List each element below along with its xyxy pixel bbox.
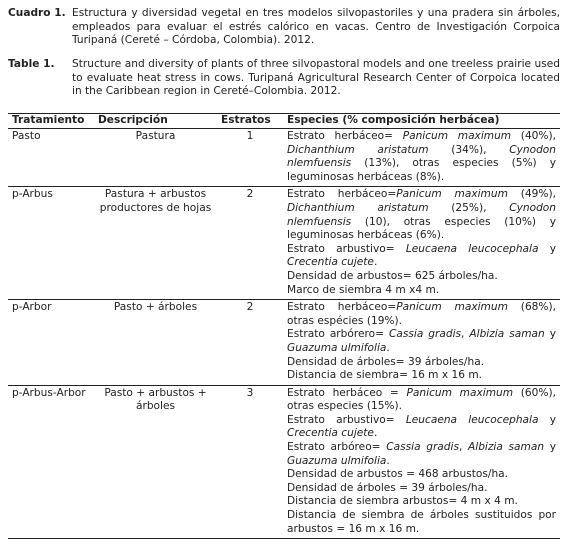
especies-line: Densidad de arbustos= 625 árboles/ha. [287, 269, 498, 282]
table-header-row [8, 114, 560, 129]
data-table [8, 113, 560, 539]
caption-spanish [8, 7, 560, 48]
especies-line: Estrato herbáceo= Panicum maximum (40%), Dichanthium aristatum (34%), Cynodon nlemfuensis (13%), otras especies (5%) y leguminosas herbáceas (8%). [287, 130, 556, 183]
especies-line: Estrato arbórero= Cassia gradis, Albizia saman y Guazuma ulmifolia. [287, 328, 556, 354]
caption-spanish-label: Cuadro 1. [8, 7, 66, 19]
table-row [8, 129, 560, 187]
especies-line: Densidad de arbustos = 468 arbustos/ha. [287, 468, 509, 481]
cell-estratos: 2 [217, 300, 283, 386]
cell-descripcion: Pasto + arbustos + árboles [94, 385, 217, 539]
table-row [8, 300, 560, 386]
cell-especies [283, 385, 560, 539]
table-row [8, 385, 560, 539]
especies-line: Densidad de árboles= 39 árboles/ha. [287, 355, 485, 368]
especies-line: Estrato herbáceo = Panicum maximum (60%), otras especies (15%). [287, 386, 556, 413]
especies-line: Estrato arbustivo= Leucaena leucocephala y Crecentia cujete. [287, 242, 556, 269]
table-row [8, 187, 560, 300]
especies-line: Estrato herbáceo=Panicum maximum (68%), otras espécies (19%). [287, 301, 556, 327]
cell-estratos: 2 [217, 187, 283, 300]
cell-tratamiento: p-Arbor [8, 300, 94, 386]
especies-line: Distancia de siembra arbustos= 4 m x 4 m. [287, 495, 518, 508]
header-descripcion: Descripción [94, 114, 217, 129]
cell-estratos: 1 [217, 129, 283, 187]
header-tratamiento: Tratamiento [8, 114, 94, 129]
cell-tratamiento: Pasto [8, 129, 94, 187]
especies-line: Distancia de siembra de árboles sustituidos por arbustos = 16 m x 16 m. [287, 509, 556, 535]
caption-english-text: Structure and diversity of plants of three silvopastoral models and one treeless prairie used to evaluate heat stress in cows. Turipaná Agricultural Research Center of Corpoica located in the Caribbean region in Cereté–Colombia. 2012. [72, 58, 560, 98]
cell-descripcion: Pasto + árboles [94, 300, 217, 386]
especies-line: Estrato arbóreo= Cassia gradis, Albizia saman y Guazuma ulmifolia. [287, 441, 556, 467]
cell-especies [283, 187, 560, 300]
caption-english [8, 58, 560, 99]
especies-line: Estrato arbustivo= Leucaena leucocephala y Crecentia cujete. [287, 413, 556, 440]
header-estratos: Estratos [217, 114, 283, 129]
cell-tratamiento: p-Arbus-Arbor [8, 385, 94, 539]
cell-descripcion: Pastura [94, 129, 217, 187]
cell-especies [283, 300, 560, 386]
cell-descripcion: Pastura + arbustos productores de hojas [94, 187, 217, 300]
caption-spanish-text: Estructura y diversidad vegetal en tres modelos silvopastoriles y una pradera sin árboles, empleados para evaluar el estrés calórico en vacas. Centro de Investigación Corpoica Turipaná (Cereté – Córdoba, Colombia). 2012. [72, 7, 560, 47]
especies-line: Estrato herbáceo=Panicum maximum (49%), Dichanthium aristatum (25%), Cynodon nlemfuensis (10), otras especies (10%) y leguminosas herbáceas (6%). [287, 188, 556, 242]
especies-line: Distancia de siembra= 16 m x 16 m. [287, 369, 483, 382]
cell-estratos: 3 [217, 385, 283, 539]
header-especies: Especies (% composición herbácea) [283, 114, 560, 129]
caption-english-label: Table 1. [8, 58, 55, 70]
especies-line: Marco de siembra 4 m x4 m. [287, 283, 440, 296]
cell-especies [283, 129, 560, 187]
cell-tratamiento: p-Arbus [8, 187, 94, 300]
especies-line: Densidad de árboles = 39 árboles/ha. [287, 481, 488, 494]
